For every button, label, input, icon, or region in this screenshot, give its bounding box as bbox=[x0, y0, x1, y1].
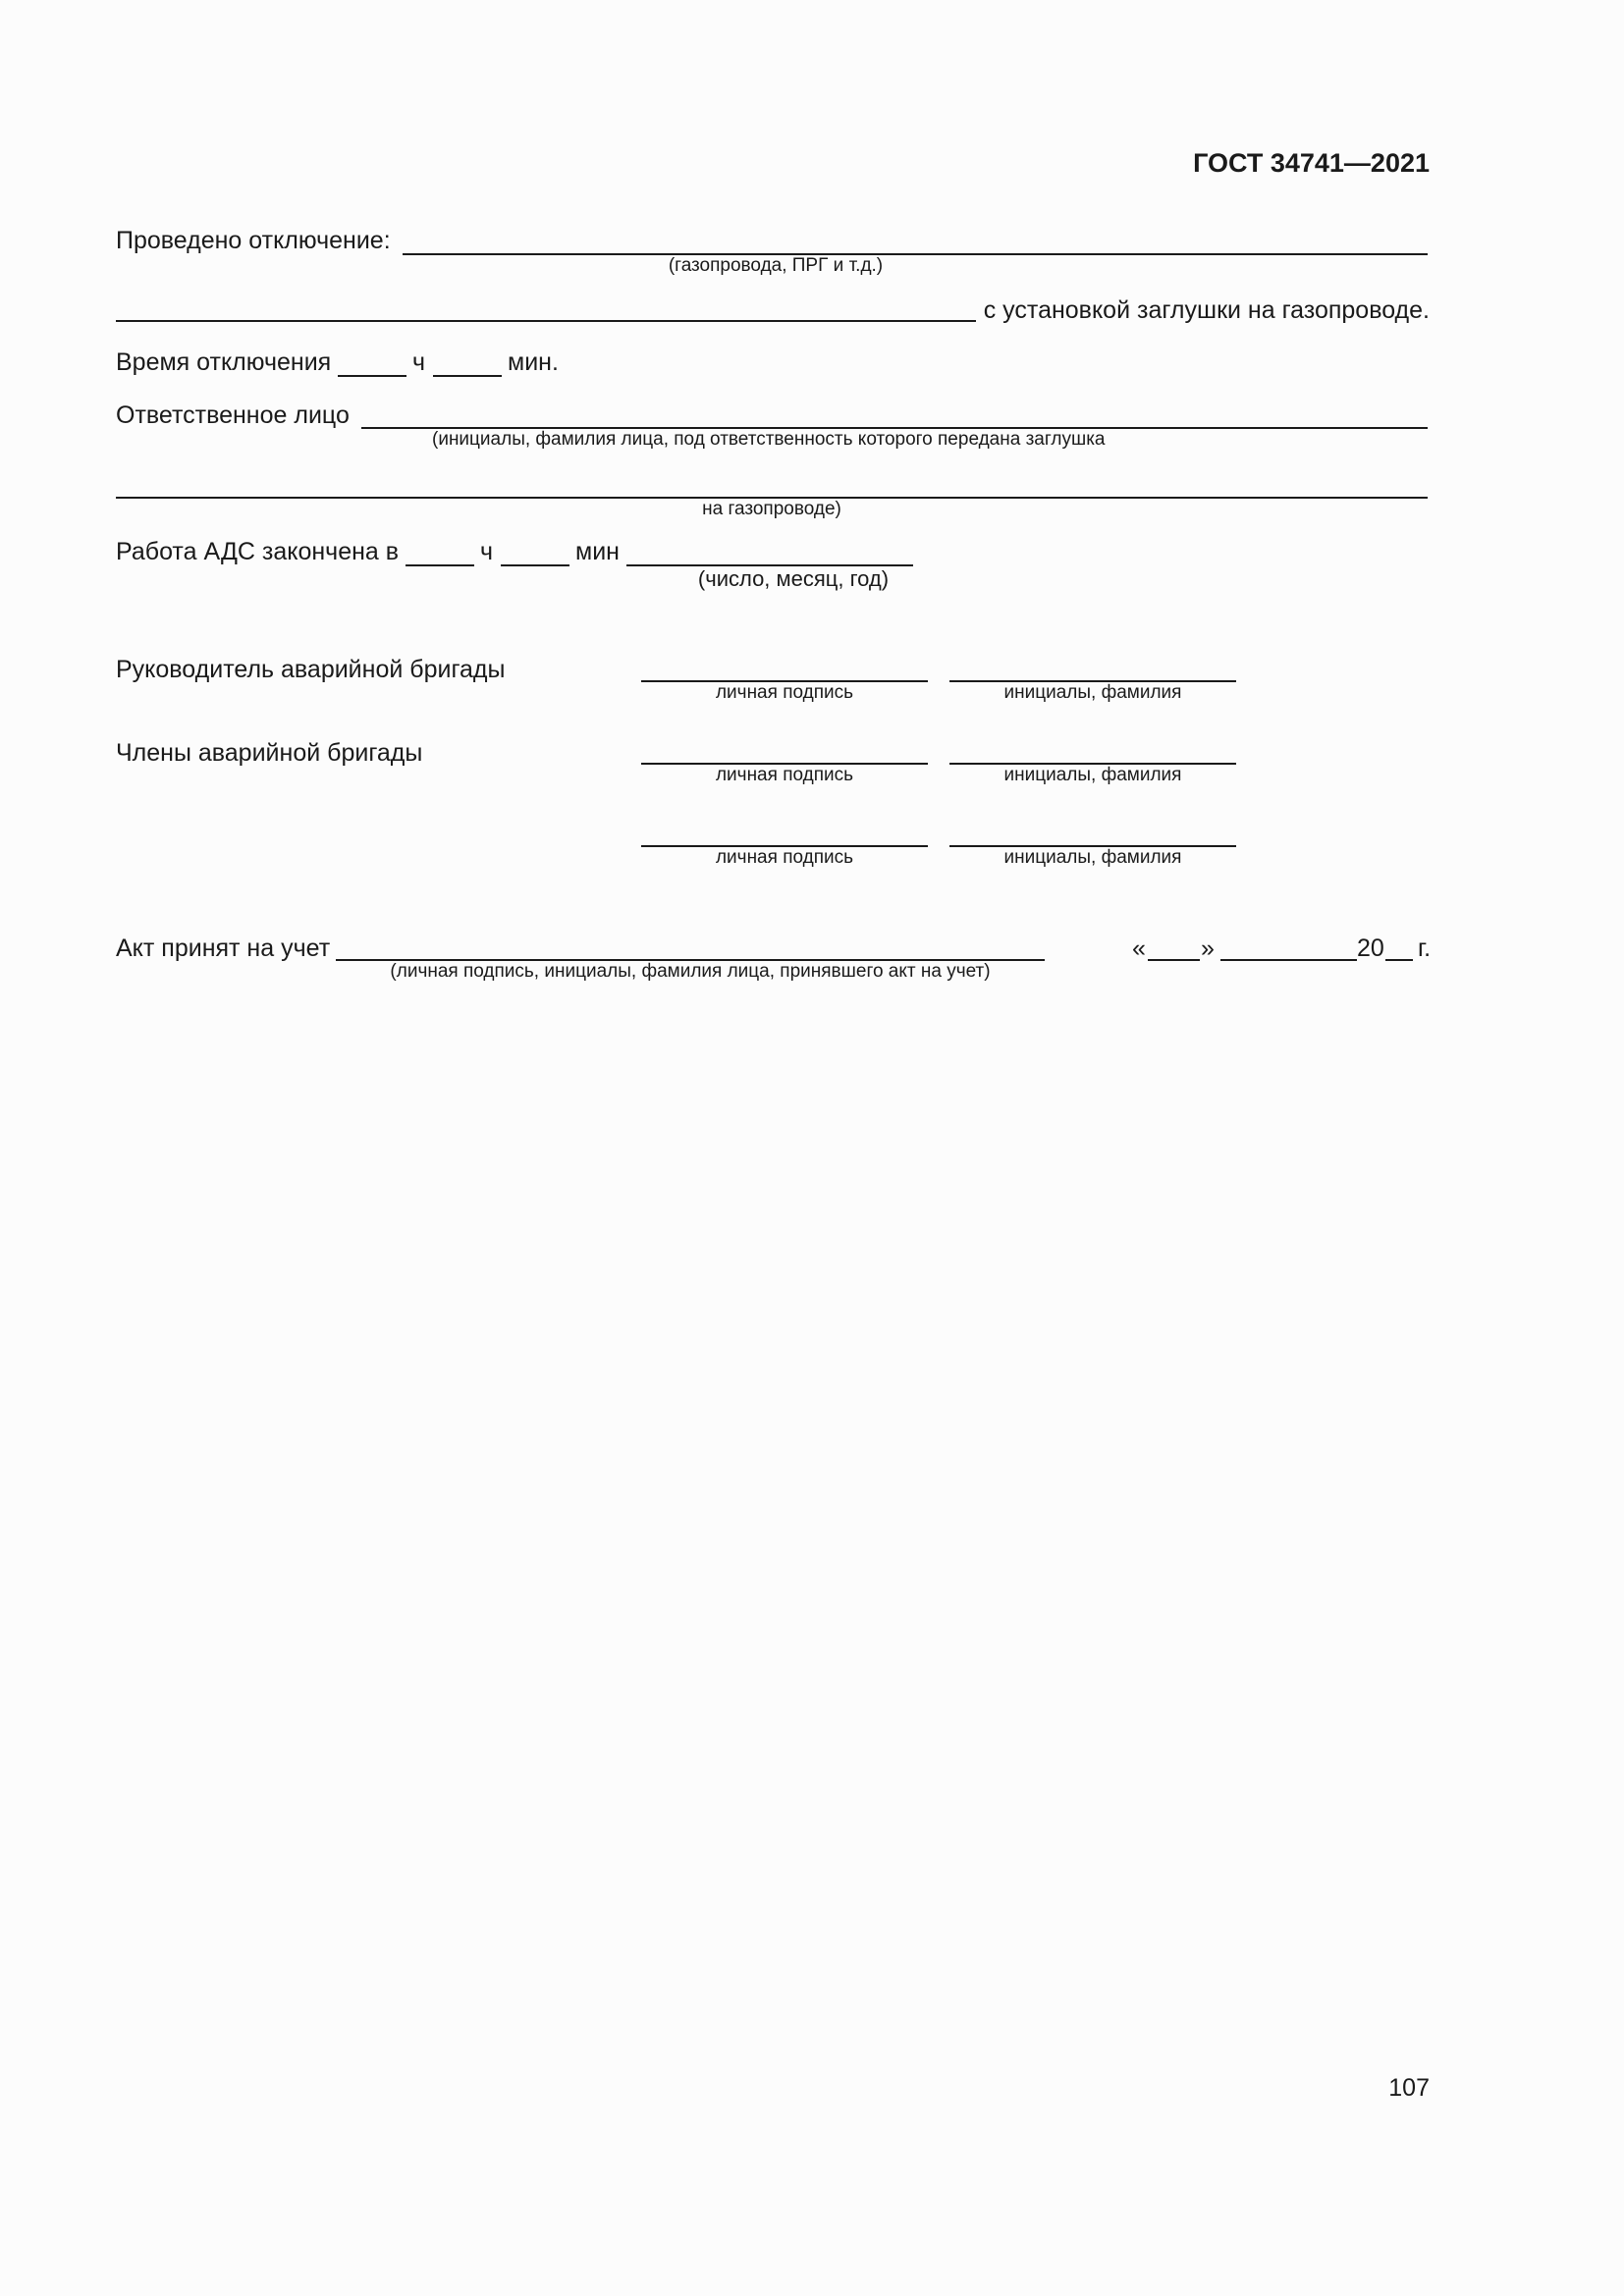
date-month-field[interactable] bbox=[1220, 959, 1357, 961]
date-day-field[interactable] bbox=[1148, 959, 1200, 961]
member1-signature-hint: личная подпись bbox=[715, 765, 854, 785]
responsible-hint-continued: на газопроводе) bbox=[702, 499, 841, 519]
time-hours-unit: ч bbox=[412, 348, 426, 376]
time-hours-field[interactable] bbox=[338, 375, 406, 377]
disconnect-hint: (газопровода, ПРГ и т.д.) bbox=[668, 255, 884, 276]
disconnect-label: Проведено отключение: bbox=[116, 227, 391, 254]
work-done-minutes-unit: мин bbox=[575, 538, 620, 565]
leader-name-hint: инициалы, фамилия bbox=[1003, 682, 1182, 703]
member1-name-hint: инициалы, фамилия bbox=[1003, 765, 1182, 785]
leader-signature-hint: личная подпись bbox=[715, 682, 854, 703]
time-minutes-unit: мин. bbox=[508, 348, 559, 376]
work-done-label: Работа АДС закончена в bbox=[116, 538, 400, 565]
year-suffix: г. bbox=[1418, 934, 1432, 962]
date-close-quote: » bbox=[1201, 934, 1215, 962]
acceptance-label: Акт принят на учет bbox=[116, 934, 331, 962]
year-prefix: 20 bbox=[1357, 934, 1384, 962]
member2-name-hint: инициалы, фамилия bbox=[1003, 847, 1182, 868]
plug-suffix: с установкой заглушки на газопроводе. bbox=[983, 296, 1430, 324]
disconnect-continued-field[interactable] bbox=[116, 320, 976, 322]
work-done-hours-field[interactable] bbox=[406, 564, 474, 566]
date-year-field[interactable] bbox=[1385, 959, 1413, 961]
member2-signature-hint: личная подпись bbox=[715, 847, 854, 868]
members-label: Члены аварийной бригады bbox=[116, 739, 423, 767]
document-code: ГОСТ 34741—2021 bbox=[1193, 148, 1430, 178]
work-done-minutes-field[interactable] bbox=[501, 564, 569, 566]
responsible-hint: (инициалы, фамилия лица, под ответственность которого передана заглушка bbox=[432, 429, 1106, 450]
time-minutes-field[interactable] bbox=[433, 375, 502, 377]
time-label: Время отключения bbox=[116, 348, 332, 376]
work-done-date-hint: (число, месяц, год) bbox=[697, 566, 890, 591]
leader-label: Руководитель аварийной бригады bbox=[116, 656, 506, 683]
responsible-label: Ответственное лицо bbox=[116, 401, 350, 429]
date-open-quote: « bbox=[1132, 934, 1146, 962]
work-done-hours-unit: ч bbox=[480, 538, 494, 565]
acceptance-hint: (личная подпись, инициалы, фамилия лица, принявшего акт на учет) bbox=[390, 961, 991, 982]
page-number: 107 bbox=[1388, 2074, 1430, 2102]
